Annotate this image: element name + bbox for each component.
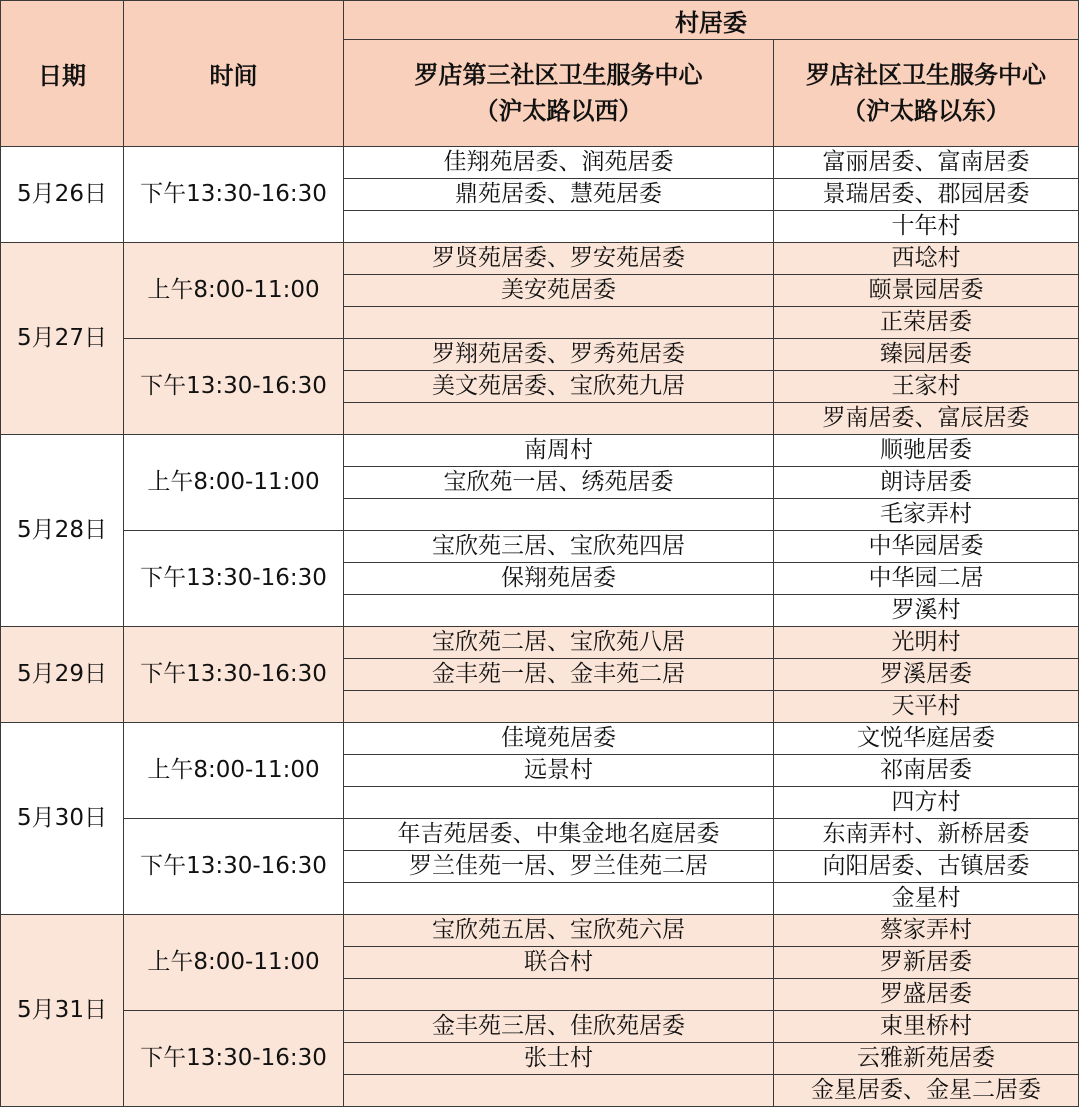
east-center-area: （沪太路以东） bbox=[842, 97, 1010, 125]
east-committee-cell: 蔡家弄村 bbox=[774, 915, 1079, 947]
west-committee-cell: 远景村 bbox=[344, 755, 774, 787]
west-committee-cell: 美安苑居委 bbox=[344, 275, 774, 307]
time-cell: 下午13:30-16:30 bbox=[124, 819, 344, 915]
east-committee-cell: 颐景园居委 bbox=[774, 275, 1079, 307]
west-committee-cell: 年吉苑居委、中集金地名庭居委 bbox=[344, 819, 774, 851]
east-committee-cell: 罗溪村 bbox=[774, 595, 1079, 627]
east-committee-cell: 东南弄村、新桥居委 bbox=[774, 819, 1079, 851]
date-column-header: 日期 bbox=[1, 1, 124, 147]
west-committee-cell: 金丰苑三居、佳欣苑居委 bbox=[344, 1011, 774, 1043]
time-cell: 下午13:30-16:30 bbox=[124, 1011, 344, 1107]
date-cell: 5月30日 bbox=[1, 723, 124, 915]
table-row bbox=[1, 435, 1079, 467]
east-committee-cell: 四方村 bbox=[774, 787, 1079, 819]
west-committee-cell bbox=[344, 403, 774, 435]
village-committee-header: 村居委 bbox=[344, 1, 1079, 40]
west-committee-cell bbox=[344, 787, 774, 819]
date-cell: 5月27日 bbox=[1, 243, 124, 435]
table-row bbox=[1, 627, 1079, 659]
time-cell: 上午8:00-11:00 bbox=[124, 723, 344, 819]
west-committee-cell: 罗翔苑居委、罗秀苑居委 bbox=[344, 339, 774, 371]
east-committee-cell: 富丽居委、富南居委 bbox=[774, 147, 1079, 179]
time-cell: 下午13:30-16:30 bbox=[124, 339, 344, 435]
west-committee-cell bbox=[344, 595, 774, 627]
east-committee-cell: 罗盛居委 bbox=[774, 979, 1079, 1011]
west-committee-cell: 佳翔苑居委、润苑居委 bbox=[344, 147, 774, 179]
east-committee-cell: 文悦华庭居委 bbox=[774, 723, 1079, 755]
east-committee-cell: 西埝村 bbox=[774, 243, 1079, 275]
east-committee-cell: 向阳居委、古镇居委 bbox=[774, 851, 1079, 883]
date-cell: 5月31日 bbox=[1, 915, 124, 1107]
east-committee-cell: 毛家弄村 bbox=[774, 499, 1079, 531]
east-committee-cell: 臻园居委 bbox=[774, 339, 1079, 371]
east-committee-cell: 罗南居委、富辰居委 bbox=[774, 403, 1079, 435]
west-committee-cell bbox=[344, 691, 774, 723]
east-center-header bbox=[774, 40, 1079, 147]
west-committee-cell: 宝欣苑五居、宝欣苑六居 bbox=[344, 915, 774, 947]
time-cell: 上午8:00-11:00 bbox=[124, 915, 344, 1011]
east-committee-cell: 正荣居委 bbox=[774, 307, 1079, 339]
table-row bbox=[1, 243, 1079, 275]
table-row bbox=[1, 819, 1079, 851]
east-center-name: 罗店社区卫生服务中心 bbox=[806, 61, 1046, 89]
west-committee-cell: 联合村 bbox=[344, 947, 774, 979]
west-committee-cell: 宝欣苑二居、宝欣苑八居 bbox=[344, 627, 774, 659]
date-cell: 5月29日 bbox=[1, 627, 124, 723]
west-center-header bbox=[344, 40, 774, 147]
east-committee-cell: 云雅新苑居委 bbox=[774, 1043, 1079, 1075]
east-committee-cell: 罗溪居委 bbox=[774, 659, 1079, 691]
table-row bbox=[1, 723, 1079, 755]
east-committee-cell: 顺驰居委 bbox=[774, 435, 1079, 467]
time-cell: 下午13:30-16:30 bbox=[124, 531, 344, 627]
west-committee-cell bbox=[344, 499, 774, 531]
date-cell: 5月26日 bbox=[1, 147, 124, 243]
east-committee-cell: 中华园二居 bbox=[774, 563, 1079, 595]
west-center-area: （沪太路以西） bbox=[474, 97, 643, 125]
west-committee-cell: 罗兰佳苑一居、罗兰佳苑二居 bbox=[344, 851, 774, 883]
table-row bbox=[1, 915, 1079, 947]
time-cell: 上午8:00-11:00 bbox=[124, 435, 344, 531]
east-committee-cell: 中华园居委 bbox=[774, 531, 1079, 563]
east-committee-cell: 罗新居委 bbox=[774, 947, 1079, 979]
east-committee-cell: 金星村 bbox=[774, 883, 1079, 915]
date-cell: 5月28日 bbox=[1, 435, 124, 627]
time-cell: 下午13:30-16:30 bbox=[124, 627, 344, 723]
west-committee-cell: 保翔苑居委 bbox=[344, 563, 774, 595]
west-committee-cell bbox=[344, 883, 774, 915]
west-center-name: 罗店第三社区卫生服务中心 bbox=[414, 61, 703, 89]
west-committee-cell: 鼎苑居委、慧苑居委 bbox=[344, 179, 774, 211]
table-row bbox=[1, 1011, 1079, 1043]
west-committee-cell bbox=[344, 307, 774, 339]
table-row bbox=[1, 147, 1079, 179]
east-committee-cell: 朗诗居委 bbox=[774, 467, 1079, 499]
east-committee-cell: 祁南居委 bbox=[774, 755, 1079, 787]
east-committee-cell: 景瑞居委、郡园居委 bbox=[774, 179, 1079, 211]
west-committee-cell bbox=[344, 979, 774, 1011]
time-cell: 上午8:00-11:00 bbox=[124, 243, 344, 339]
time-column-header: 时间 bbox=[124, 1, 344, 147]
east-committee-cell: 王家村 bbox=[774, 371, 1079, 403]
west-committee-cell bbox=[344, 211, 774, 243]
east-committee-cell: 十年村 bbox=[774, 211, 1079, 243]
west-committee-cell: 张士村 bbox=[344, 1043, 774, 1075]
west-committee-cell: 佳境苑居委 bbox=[344, 723, 774, 755]
table-header bbox=[1, 1, 1079, 147]
east-committee-cell: 束里桥村 bbox=[774, 1011, 1079, 1043]
time-cell: 下午13:30-16:30 bbox=[124, 147, 344, 243]
west-committee-cell: 宝欣苑三居、宝欣苑四居 bbox=[344, 531, 774, 563]
west-committee-cell: 宝欣苑一居、绣苑居委 bbox=[344, 467, 774, 499]
east-committee-cell: 天平村 bbox=[774, 691, 1079, 723]
west-committee-cell: 罗贤苑居委、罗安苑居委 bbox=[344, 243, 774, 275]
table-row bbox=[1, 531, 1079, 563]
table-row bbox=[1, 339, 1079, 371]
east-committee-cell: 金星居委、金星二居委 bbox=[774, 1075, 1079, 1107]
west-committee-cell: 金丰苑一居、金丰苑二居 bbox=[344, 659, 774, 691]
schedule-body bbox=[1, 147, 1079, 1107]
west-committee-cell bbox=[344, 1075, 774, 1107]
east-committee-cell: 光明村 bbox=[774, 627, 1079, 659]
west-committee-cell: 美文苑居委、宝欣苑九居 bbox=[344, 371, 774, 403]
west-committee-cell: 南周村 bbox=[344, 435, 774, 467]
